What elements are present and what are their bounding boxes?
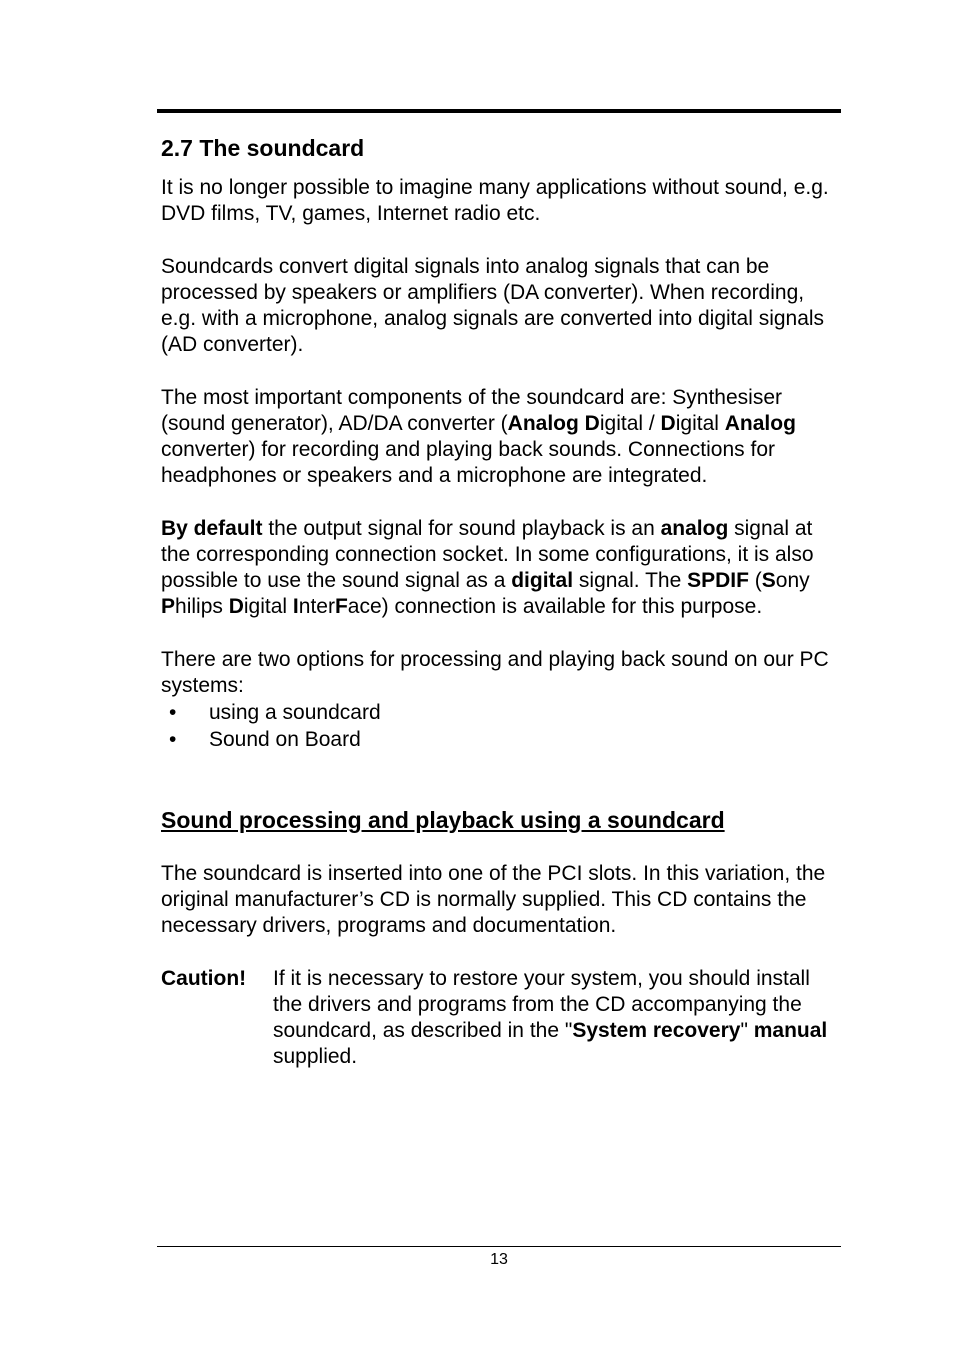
header-rule [157, 109, 841, 113]
page-content [161, 133, 841, 1071]
subheading: Sound processing and playback using a soundcard [161, 807, 725, 833]
caution-text: If it is necessary to restore your system, you should install the drivers and programs from the CD accompanying the soundcard, as described in the "System recovery" manual supplied. [273, 966, 828, 1069]
list-item: • Sound on Board [161, 726, 841, 753]
paragraph-components: The most important components of the soundcard are: Synthesiser (sound generator), AD/DA converter (Analog Digital / Digital Analog converter) for recording and playing back sounds. Connections for headphones or speakers and a microphone are integrated. [161, 385, 796, 488]
caution-note [161, 966, 841, 1071]
options-list [161, 699, 841, 753]
list-item: • using a soundcard [161, 699, 841, 726]
section-title: 2.7 The soundcard [161, 135, 365, 161]
footer-rule [157, 1246, 841, 1247]
paragraph-options: There are two options for processing and playing back sound on our PC systems: [161, 647, 829, 697]
page-number: 13 [490, 1251, 508, 1268]
paragraph-conversion: Soundcards convert digital signals into analog signals that can be processed by speakers or amplifiers (DA converter). When recording, e.g. with a microphone, analog signals are converted into digital signals (AD converter). [161, 254, 825, 357]
paragraph-pci-slots: The soundcard is inserted into one of the PCI slots. In this variation, the original manufacturer’s CD is normally supplied. This CD contains the necessary drivers, programs and documentation. [161, 862, 826, 938]
caution-label: Caution! [161, 966, 247, 990]
paragraph-default-output: By default the output signal for sound playback is an analog signal at the corresponding connection socket. In some configurations, it is also possible to use the sound signal as a digital signal. The SPDIF (Sony Philips Digital InterFace) connection is available for this purpose. [161, 516, 814, 619]
paragraph-intro: It is no longer possible to imagine many applications without sound, e.g. DVD films, TV, games, Internet radio etc. [161, 176, 829, 226]
